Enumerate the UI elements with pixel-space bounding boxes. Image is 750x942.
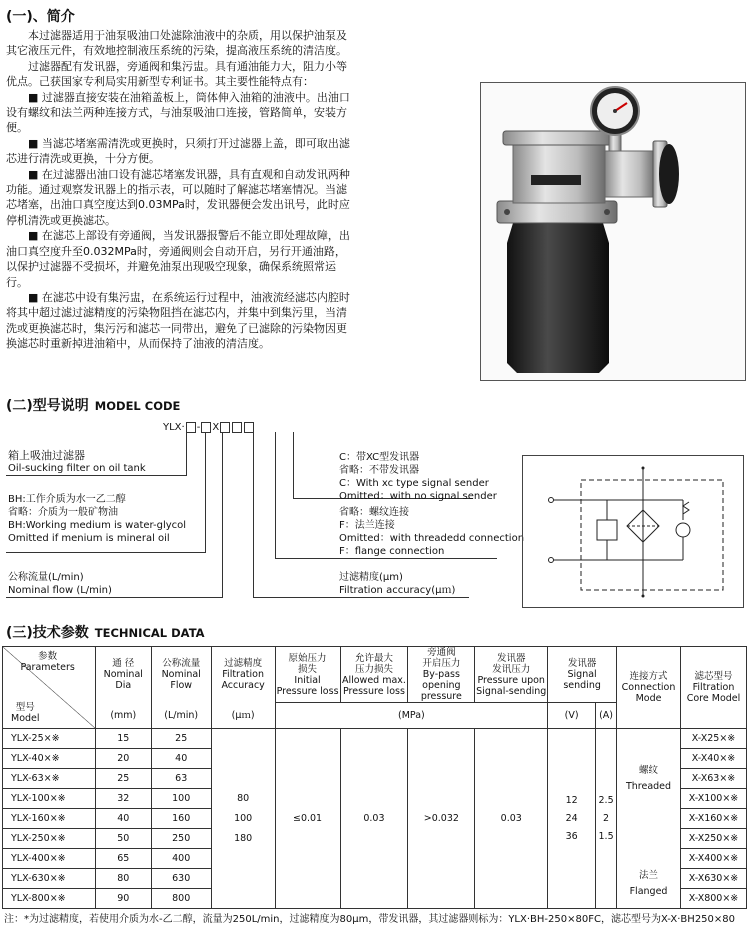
leader-line bbox=[293, 432, 294, 498]
th-allow-cn2: 压力损失 bbox=[354, 663, 393, 675]
intro-paragraph: 过滤器配有发讯器，旁通阀和集污盅。具有通油能力大，阻力小等优点。己获国家专利局实用新型专利证书。其主要性能特点有： bbox=[6, 59, 347, 89]
th-dia-cn: 通 径 bbox=[112, 658, 135, 670]
th-signal-p-cn2: 发讯压力 bbox=[492, 663, 531, 675]
leader-line bbox=[275, 432, 276, 558]
product-photo bbox=[480, 82, 746, 381]
leader-line bbox=[253, 432, 254, 597]
cell-flow: 63 bbox=[151, 769, 211, 789]
leader-line bbox=[6, 475, 187, 476]
mc-item-accuracy-cn: 过滤精度(μm) bbox=[339, 572, 403, 583]
th-allow-cn1: 允许最大 bbox=[354, 652, 393, 664]
code-box-connection bbox=[232, 422, 242, 433]
leader-line bbox=[6, 552, 206, 553]
conn-thread-en: Threaded bbox=[625, 780, 672, 792]
cell-allowed: 0.03 bbox=[340, 729, 408, 909]
leader-line bbox=[6, 597, 223, 598]
th-bypass bbox=[408, 647, 475, 703]
cell-flow: 400 bbox=[151, 849, 211, 869]
tech-table bbox=[2, 646, 747, 909]
th-param bbox=[20, 651, 74, 673]
mc-item-connection-cn1: 省略：螺纹连接 bbox=[339, 507, 409, 518]
cell-dia: 40 bbox=[95, 809, 151, 829]
code-x: X bbox=[212, 422, 220, 433]
mc-item-medium-cn1: BH:工作介质为水一乙二醇 bbox=[8, 494, 126, 505]
cell-model: YLX-100×※ bbox=[3, 789, 96, 809]
mc-item-medium-en2: Omitted if menium is mineral oil bbox=[8, 533, 170, 544]
th-bypass-en2: pressure bbox=[420, 691, 462, 702]
model-code-title-en: MODEL CODE bbox=[94, 399, 181, 413]
th-amp: (A) bbox=[596, 703, 617, 729]
amp-value: 1.5 bbox=[598, 830, 614, 842]
cell-flow: 250 bbox=[151, 829, 211, 849]
leader-line bbox=[186, 432, 187, 475]
acc-value: 100 bbox=[234, 812, 253, 824]
th-param-cn: 参数 bbox=[38, 651, 58, 662]
th-flow-cn: 公称流量 bbox=[162, 658, 201, 670]
cell-core: X-X63×※ bbox=[681, 769, 747, 789]
leader-line bbox=[222, 432, 223, 597]
volt-value: 36 bbox=[565, 830, 578, 842]
conn-thread-cn: 螺纹 bbox=[639, 764, 659, 776]
cell-bypass: >0.032 bbox=[408, 729, 475, 909]
th-send bbox=[548, 647, 617, 703]
cell-dia: 32 bbox=[95, 789, 151, 809]
cell-model: YLX-800×※ bbox=[3, 889, 96, 909]
leader-line bbox=[205, 432, 206, 552]
cell-model: YLX-40×※ bbox=[3, 749, 96, 769]
code-prefix: YLX· bbox=[163, 422, 185, 433]
th-acc-en1: Filtration bbox=[222, 669, 264, 681]
mc-item-connection bbox=[339, 506, 524, 558]
code-dash: - bbox=[196, 422, 201, 433]
th-model-en: Model bbox=[11, 713, 40, 724]
cell-dia: 15 bbox=[95, 729, 151, 749]
th-init-cn2: 损失 bbox=[298, 663, 318, 675]
cell-volts bbox=[548, 729, 596, 909]
intro-paragraph: ■ 当滤芯堵塞需清洗或更换时，只须打开过滤器上盖，即可取出滤芯进行清洗或更换，十分方便。 bbox=[6, 136, 350, 166]
cell-dia: 25 bbox=[95, 769, 151, 789]
th-init-en2: Pressure loss bbox=[276, 685, 339, 697]
code-box-signal bbox=[244, 422, 254, 433]
cell-core: X-X160×※ bbox=[681, 809, 747, 829]
th-signal-p bbox=[475, 647, 548, 703]
code-box-flow bbox=[201, 422, 211, 433]
filter-illustration bbox=[481, 83, 745, 380]
cell-flow: 160 bbox=[151, 809, 211, 829]
volt-value: 12 bbox=[565, 794, 578, 806]
mc-item-medium-cn2: 省略：介质为一般矿物油 bbox=[8, 507, 118, 518]
mc-item-medium bbox=[8, 493, 186, 545]
cell-init-loss: ≤0.01 bbox=[275, 729, 340, 909]
cell-core: X-X250×※ bbox=[681, 829, 747, 849]
mc-item-signal-en2: Omitted：with no signal sender bbox=[339, 491, 497, 502]
th-core bbox=[681, 647, 747, 729]
tech-title-cn: (三)技术参数 bbox=[6, 625, 89, 641]
leader-line bbox=[253, 597, 469, 598]
cell-core: X-X40×※ bbox=[681, 749, 747, 769]
cell-conn-flange bbox=[617, 829, 681, 909]
cell-accuracy bbox=[211, 729, 275, 909]
th-model bbox=[11, 702, 40, 724]
th-allow-en2: Pressure loss bbox=[342, 685, 405, 697]
th-bypass-cn2: 开启压力 bbox=[422, 658, 461, 669]
cell-dia: 90 bbox=[95, 889, 151, 909]
mc-item-flow-en: Nominal flow (L/min) bbox=[8, 585, 112, 596]
conn-flange-en: Flanged bbox=[629, 886, 668, 897]
conn-flange-cn: 法兰 bbox=[639, 870, 659, 881]
cell-model: YLX-250×※ bbox=[3, 829, 96, 849]
amp-value: 2.5 bbox=[598, 794, 614, 806]
th-acc bbox=[211, 647, 275, 703]
intro-paragraph: 本过滤器适用于油泵吸油口处滤除油液中的杂质，用以保护油泵及其它液压元件，有效地控制液压系统的污染，提高液压系统的清洁度。 bbox=[6, 29, 347, 58]
th-init bbox=[275, 647, 340, 703]
hydraulic-symbol bbox=[522, 455, 744, 608]
cell-flow: 800 bbox=[151, 889, 211, 909]
th-bypass-en1: By-pass opening bbox=[422, 669, 461, 691]
mc-item-signal-cn2: 省略：不带发讯器 bbox=[339, 465, 419, 476]
mc-item-filter-cn: 箱上吸油过滤器 bbox=[8, 449, 85, 462]
th-param-en: Parameters bbox=[20, 662, 75, 673]
cell-amps bbox=[596, 729, 617, 909]
th-acc-en2: Accuracy bbox=[221, 680, 265, 692]
mc-item-signal-en1: C：With xc type signal sender bbox=[339, 478, 489, 489]
th-conn-en2: Mode bbox=[635, 693, 662, 704]
th-signal-p-en2: Signal-sending bbox=[476, 685, 547, 697]
th-core-en2: Core Model bbox=[686, 693, 741, 704]
th-init-cn1: 原始压力 bbox=[288, 652, 327, 664]
leader-line bbox=[275, 558, 497, 559]
mc-item-flow-cn: 公称流量(L/min) bbox=[8, 572, 84, 583]
th-flow-unit: (L/min) bbox=[151, 703, 211, 729]
th-volt: (V) bbox=[548, 703, 596, 729]
cell-core: X-X800×※ bbox=[681, 889, 747, 909]
th-dia bbox=[95, 647, 151, 703]
th-dia-unit: (mm) bbox=[95, 703, 151, 729]
tech-title bbox=[6, 622, 205, 642]
intro-title: (一)、简介 bbox=[6, 9, 75, 25]
cell-flow: 630 bbox=[151, 869, 211, 889]
cell-conn-thread bbox=[617, 729, 681, 829]
model-code-title-cn: (二)型号说明 bbox=[6, 398, 89, 414]
intro-text bbox=[6, 28, 356, 352]
mc-item-signal bbox=[339, 451, 497, 503]
th-allow bbox=[340, 647, 408, 703]
th-init-en1: Initial bbox=[294, 674, 321, 686]
table-row bbox=[3, 729, 747, 749]
cell-signal-p: 0.03 bbox=[475, 729, 548, 909]
code-box-accuracy bbox=[220, 422, 230, 433]
cell-dia: 20 bbox=[95, 749, 151, 769]
th-conn-cn: 连接方式 bbox=[629, 671, 668, 682]
cell-core: X-X630×※ bbox=[681, 869, 747, 889]
footnote: 注：*为过滤精度，若使用介质为水-乙二醇，流量为250L/min，过滤精度为80μm，带发讯器，其过滤器则标为：YLX·BH-250×80FC，滤芯型号为X-X·BH250×80 bbox=[4, 914, 736, 925]
acc-value: 80 bbox=[237, 792, 250, 804]
th-send-en: Signal sending bbox=[563, 669, 601, 691]
th-bypass-cn1: 旁通阀 bbox=[427, 647, 456, 658]
model-code-string bbox=[163, 421, 255, 434]
cell-dia: 80 bbox=[95, 869, 151, 889]
th-model-cn: 型号 bbox=[15, 702, 35, 713]
intro-paragraph: ■ 过滤器直接安装在油箱盖板上，筒体伸入油箱的油液中。出油口设有螺纹和法兰两种连接方式，与油泵吸油口连接，管路简单，安装方便。 bbox=[6, 90, 350, 135]
cell-dia: 50 bbox=[95, 829, 151, 849]
th-acc-unit: (μｍ) bbox=[211, 703, 275, 729]
th-conn-en1: Connection bbox=[621, 682, 676, 693]
cell-dia: 65 bbox=[95, 849, 151, 869]
th-signal-p-en1: Pressure upon bbox=[477, 674, 545, 686]
cell-core: X-X400×※ bbox=[681, 849, 747, 869]
acc-value: 180 bbox=[234, 832, 253, 844]
mc-item-signal-cn1: C：带XC型发讯器 bbox=[339, 452, 420, 463]
cell-model: YLX-160×※ bbox=[3, 809, 96, 829]
model-code-title bbox=[6, 395, 180, 415]
cell-model: YLX-630×※ bbox=[3, 869, 96, 889]
mc-item-filter-en: Oil-sucking filter on oil tank bbox=[8, 463, 146, 474]
cell-flow: 40 bbox=[151, 749, 211, 769]
volt-value: 24 bbox=[565, 812, 578, 824]
cell-model: YLX-63×※ bbox=[3, 769, 96, 789]
code-box-medium bbox=[186, 422, 196, 433]
mc-item-connection-en1: Omitted：with threadedd connection bbox=[339, 533, 525, 544]
intro-paragraph: ■ 在过滤器出油口设有滤芯堵塞发讯器，具有直观和自动发讯两种功能。通过观察发讯器上的指示表，可以随时了解滤芯堵塞情况。当滤芯堵塞，出油口真空度达到0.03MPa时，发讯器便会发出讯号，此时应停机清洗或更换滤芯。 bbox=[6, 167, 350, 227]
mc-item-accuracy-en: Filtration accuracy(μｍ) bbox=[339, 585, 456, 596]
cell-core: X-X100×※ bbox=[681, 789, 747, 809]
th-flow bbox=[151, 647, 211, 703]
mc-item-flow bbox=[8, 571, 112, 597]
intro-paragraph: ■ 在滤芯中设有集污盅，在系统运行过程中，油液流经滤芯内腔时将其中超过滤过滤精度的污染物阻挡在滤芯内，并集中到集污里，当清洗或更换滤芯时，集污污和滤芯一同带出，避免了已滤除的污染物因更换滤芯时重新掉进油箱中，从而保持了油液的清洁度。 bbox=[6, 290, 350, 351]
th-acc-cn: 过滤精度 bbox=[224, 658, 263, 670]
mc-item-connection-en2: F：flange connection bbox=[339, 546, 445, 557]
mc-item-medium-en1: BH:Working medium is water-glycol bbox=[8, 520, 187, 531]
th-flow-en: Nominal Flow bbox=[161, 669, 201, 692]
th-conn bbox=[617, 647, 681, 729]
cell-model: YLX-400×※ bbox=[3, 849, 96, 869]
amp-value: 2 bbox=[603, 812, 610, 824]
intro-paragraph: ■ 在滤芯上部设有旁通阀，当发讯器报警后不能立即处理故障，出油口真空度升至0.032MPa时，旁通阀则会自动开启，另行开通油路，以保护过滤器不受损坏，并避免油泵出现吸空现象，确保系统照常运行。 bbox=[6, 229, 350, 289]
mc-item-accuracy bbox=[339, 571, 455, 597]
th-param-model bbox=[3, 647, 96, 729]
mc-item-filter bbox=[8, 449, 146, 475]
cell-flow: 100 bbox=[151, 789, 211, 809]
th-send-cn: 发讯器 bbox=[567, 658, 597, 669]
th-core-cn: 滤芯型号 bbox=[694, 671, 733, 682]
th-dia-en: Nominal Dia bbox=[103, 669, 143, 692]
th-core-en1: Filtration bbox=[692, 682, 735, 693]
th-signal-p-cn1: 发讯器 bbox=[496, 652, 526, 664]
cell-core: X-X25×※ bbox=[681, 729, 747, 749]
hydraulic-symbol-drawing bbox=[523, 456, 743, 607]
mc-item-connection-cn2: F：法兰连接 bbox=[339, 520, 395, 531]
cell-flow: 25 bbox=[151, 729, 211, 749]
th-mpa: (MPa) bbox=[275, 703, 548, 729]
th-allow-en1: Allowed max. bbox=[341, 674, 406, 686]
cell-model: YLX-25×※ bbox=[3, 729, 96, 749]
tech-title-en: TECHNICAL DATA bbox=[94, 626, 205, 640]
